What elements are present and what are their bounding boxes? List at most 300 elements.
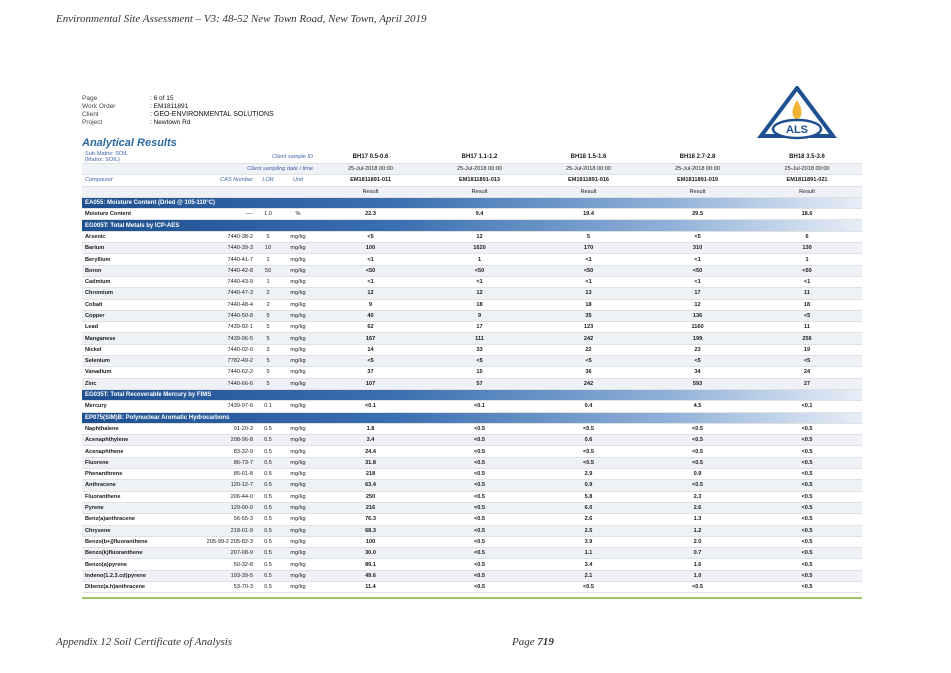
result-value: <0.5	[752, 525, 862, 536]
cas-number: 7440-66-6	[202, 378, 256, 389]
result-value: <0.5	[534, 423, 643, 434]
client-sample-id-label: Client sample ID	[256, 151, 316, 164]
result-value: 2.6	[643, 502, 752, 513]
page-label: Page	[512, 636, 535, 648]
lor-value: 5	[256, 310, 280, 321]
cas-number: 193-39-5	[202, 570, 256, 581]
result-value: <0.5	[752, 423, 862, 434]
table-row	[82, 231, 862, 242]
unit-value: mg/kg	[280, 367, 316, 378]
result-value: 0.6	[534, 435, 643, 446]
table-row	[82, 378, 862, 389]
sample-id-row	[82, 151, 862, 164]
result-value: 30.0	[316, 548, 425, 559]
result-spacer	[82, 186, 316, 197]
result-value: 36	[534, 367, 643, 378]
table-row	[82, 209, 862, 220]
meta-row	[82, 95, 274, 103]
result-value: <0.5	[752, 536, 862, 547]
unit-value: %	[280, 209, 316, 220]
result-value: <0.1	[316, 401, 425, 412]
result-value: 199	[643, 333, 752, 344]
table-row	[82, 469, 862, 480]
table-row	[82, 299, 862, 310]
compound-name: Indeno(1.2.3.cd)pyrene	[82, 570, 202, 581]
unit-value: mg/kg	[280, 480, 316, 491]
lor-value: 5	[256, 322, 280, 333]
result-value: 2.5	[534, 525, 643, 536]
compound-name: Selenium	[82, 356, 202, 367]
result-value: 167	[316, 333, 425, 344]
cas-number: 7440-41-7	[202, 254, 256, 265]
meta-key: Work Order	[82, 103, 116, 110]
result-value: 9	[316, 299, 425, 310]
result-value: 6	[752, 231, 862, 242]
table-row	[82, 265, 862, 276]
compound-name: Arsenic	[82, 231, 202, 242]
table-row	[82, 276, 862, 287]
result-value: 11.4	[316, 581, 425, 592]
sample-id: BH18 2.7-2.8	[643, 151, 752, 164]
result-value: 2.9	[534, 469, 643, 480]
compound-name: Chrysene	[82, 525, 202, 536]
unit-value: mg/kg	[280, 502, 316, 513]
result-value: <0.5	[752, 457, 862, 468]
compound-name: Benzo(a)pyrene	[82, 559, 202, 570]
compound-name: Manganese	[82, 333, 202, 344]
table-row	[82, 367, 862, 378]
sampling-label: Client sampling date / time	[82, 164, 316, 175]
cas-number: 7440-02-0	[202, 344, 256, 355]
unit-value: mg/kg	[280, 276, 316, 287]
result-value: <0.5	[425, 536, 534, 547]
lor-value: 0.5	[256, 570, 280, 581]
sample-id: BH17 0.5-0.6	[316, 151, 425, 164]
result-value: <50	[534, 265, 643, 276]
result-value: <5	[752, 356, 862, 367]
result-value: <5	[425, 356, 534, 367]
cas-number: 7440-47-3	[202, 288, 256, 299]
result-value: <5	[316, 231, 425, 242]
result-value: <0.5	[425, 469, 534, 480]
result-value: <1	[316, 254, 425, 265]
table-row	[82, 435, 862, 446]
result-value: 4.5	[643, 401, 752, 412]
result-value: <0.5	[752, 514, 862, 525]
result-value: 2.0	[643, 536, 752, 547]
result-value: 242	[534, 333, 643, 344]
lor-header: LOR	[256, 175, 280, 186]
lor-value: 1	[256, 276, 280, 287]
unit-value: mg/kg	[280, 265, 316, 276]
sampling-date-row	[82, 164, 862, 175]
compound-name: Cadmium	[82, 276, 202, 287]
unit-header: Unit	[280, 175, 316, 186]
unit-value: mg/kg	[280, 401, 316, 412]
result-value: <0.5	[752, 559, 862, 570]
result-value: 18	[425, 299, 534, 310]
result-value: 9	[425, 310, 534, 321]
result-value: 89.1	[316, 559, 425, 570]
unit-value: mg/kg	[280, 446, 316, 457]
result-value: 12	[316, 288, 425, 299]
unit-value: mg/kg	[280, 548, 316, 559]
result-value: 68.3	[316, 525, 425, 536]
result-value: 0.7	[643, 548, 752, 559]
section-title: EG005T: Total Metals by ICP-AES	[82, 220, 862, 231]
cas-number: 7440-62-2	[202, 367, 256, 378]
compound-name: Cobalt	[82, 299, 202, 310]
section-title: EG035T: Total Recoverable Mercury by FIMS	[82, 389, 862, 400]
unit-value: mg/kg	[280, 469, 316, 480]
result-value: <0.5	[643, 581, 752, 592]
lor-value: 0.5	[256, 469, 280, 480]
result-value: <0.5	[752, 491, 862, 502]
lor-value: 0.5	[256, 502, 280, 513]
result-value: 136	[643, 310, 752, 321]
meta-key: Page	[82, 95, 98, 102]
table-row	[82, 457, 862, 468]
result-value: 24	[752, 367, 862, 378]
result-value: 1.8	[316, 423, 425, 434]
result-value: <50	[643, 265, 752, 276]
lor-value: 5	[256, 378, 280, 389]
result-value: <5	[643, 356, 752, 367]
result-value: <0.5	[425, 525, 534, 536]
result-value: <5	[316, 356, 425, 367]
result-value: <50	[425, 265, 534, 276]
result-value: <1	[534, 254, 643, 265]
result-value: 18	[534, 299, 643, 310]
result-value: 2.3	[643, 491, 752, 502]
lab-number: EM1811891-011	[316, 175, 425, 186]
result-value: 62	[316, 322, 425, 333]
table-row	[82, 254, 862, 265]
compound-name: Copper	[82, 310, 202, 321]
unit-value: mg/kg	[280, 525, 316, 536]
result-value: 12	[425, 288, 534, 299]
cas-number: 120-12-7	[202, 480, 256, 491]
result-value: 1	[752, 254, 862, 265]
result-value: 9.4	[425, 209, 534, 220]
result-value: 1.6	[643, 559, 752, 570]
result-value: 100	[316, 243, 425, 254]
result-value: <0.5	[534, 446, 643, 457]
table-row	[82, 525, 862, 536]
cas-number: 7440-39-3	[202, 243, 256, 254]
result-value: 5.8	[534, 491, 643, 502]
unit-value: mg/kg	[280, 514, 316, 525]
lor-value: 0.5	[256, 559, 280, 570]
table-row	[82, 514, 862, 525]
meta-key: Client	[82, 111, 99, 118]
cas-number: 7440-38-2	[202, 231, 256, 242]
cas-number: 218-01-9	[202, 525, 256, 536]
lor-value: 2	[256, 344, 280, 355]
unit-value: mg/kg	[280, 243, 316, 254]
result-value: 216	[316, 502, 425, 513]
result-value: 2.6	[534, 514, 643, 525]
cas-number: 50-32-8	[202, 559, 256, 570]
page-title: Analytical Results	[82, 137, 177, 149]
result-value: <5	[752, 310, 862, 321]
report-meta	[82, 95, 274, 127]
unit-value: mg/kg	[280, 333, 316, 344]
unit-value: mg/kg	[280, 322, 316, 333]
cas-number: 91-20-3	[202, 423, 256, 434]
table-row	[82, 243, 862, 254]
result-value: <0.5	[425, 423, 534, 434]
result-value: <5	[643, 231, 752, 242]
cas-number: ----	[202, 209, 256, 220]
sampling-date: 25-Jul-2018 00:00	[534, 164, 643, 175]
result-value: 19	[752, 344, 862, 355]
meta-value: : EM1811891	[150, 103, 189, 110]
compound-header: Compound	[82, 175, 202, 186]
result-value: <0.1	[752, 401, 862, 412]
result-value: <1	[425, 276, 534, 287]
result-value: 17	[425, 322, 534, 333]
result-value: <0.5	[643, 480, 752, 491]
result-value: <0.1	[425, 401, 534, 412]
lor-value: 1.0	[256, 209, 280, 220]
lor-value: 0.5	[256, 480, 280, 491]
table-row	[82, 401, 862, 412]
result-value: 63.4	[316, 480, 425, 491]
result-value: 3.9	[534, 536, 643, 547]
result-value: <0.5	[643, 423, 752, 434]
result-value: 6.0	[534, 502, 643, 513]
result-value: <0.5	[752, 548, 862, 559]
result-value: 13	[534, 288, 643, 299]
cas-number: 7440-42-8	[202, 265, 256, 276]
result-value: <0.5	[752, 435, 862, 446]
compound-name: Benzo(k)fluoranthene	[82, 548, 202, 559]
compound-name: Benz(a)anthracene	[82, 514, 202, 525]
table-row	[82, 446, 862, 457]
section-title: EA055: Moisture Content (Dried @ 105-110°C)	[82, 197, 862, 208]
meta-row	[82, 103, 274, 111]
result-value: 23	[643, 344, 752, 355]
result-value: 242	[534, 378, 643, 389]
result-value: 5	[534, 231, 643, 242]
lab-number: EM1811891-021	[752, 175, 862, 186]
result-value: 1160	[643, 322, 752, 333]
lor-value: 0.5	[256, 514, 280, 525]
compound-name: Nickel	[82, 344, 202, 355]
result-value: 12	[425, 231, 534, 242]
result-value: 15	[425, 367, 534, 378]
result-value: 18.6	[752, 209, 862, 220]
section-header	[82, 412, 862, 423]
compound-name: Barium	[82, 243, 202, 254]
analytical-results-table	[82, 151, 862, 593]
result-value: <0.5	[643, 435, 752, 446]
result-value: 1.1	[534, 548, 643, 559]
lor-value: 0.5	[256, 548, 280, 559]
lor-value: 0.5	[256, 435, 280, 446]
cas-number: 86-73-7	[202, 457, 256, 468]
result-value: <0.5	[752, 581, 862, 592]
cas-number: 7782-49-2	[202, 356, 256, 367]
result-value: <0.5	[425, 502, 534, 513]
result-value: 111	[425, 333, 534, 344]
result-value: 1620	[425, 243, 534, 254]
result-value: 33	[425, 344, 534, 355]
lor-value: 0.5	[256, 446, 280, 457]
result-value: 40	[316, 310, 425, 321]
result-value: <50	[752, 265, 862, 276]
lor-value: 2	[256, 299, 280, 310]
compound-name: Moisture Content	[82, 209, 202, 220]
result-value: 218	[316, 469, 425, 480]
result-value: <0.5	[752, 570, 862, 581]
result-value: <0.5	[752, 469, 862, 480]
result-value: <1	[316, 276, 425, 287]
cas-number: 205-99-2 205-82-3	[202, 536, 256, 547]
cas-header: CAS Number	[202, 175, 256, 186]
table-row	[82, 548, 862, 559]
unit-value: mg/kg	[280, 310, 316, 321]
result-value: <0.5	[534, 581, 643, 592]
result-value: <0.5	[425, 581, 534, 592]
result-value: 34	[643, 367, 752, 378]
cas-number: 7440-48-4	[202, 299, 256, 310]
sampling-date: 25-Jul-2018 00:00	[425, 164, 534, 175]
compound-name: Dibenz(a.h)anthracene	[82, 581, 202, 592]
result-value: <1	[752, 276, 862, 287]
result-value: <0.5	[643, 446, 752, 457]
cas-number: 7440-43-9	[202, 276, 256, 287]
result-value: <0.5	[752, 446, 862, 457]
table-row	[82, 322, 862, 333]
lor-value: 5	[256, 333, 280, 344]
submatrix: Sub-Matrix: SOIL	[85, 151, 128, 157]
sample-id: BH18 3.5-3.6	[752, 151, 862, 164]
matrix: (Matrix: SOIL)	[85, 157, 120, 163]
result-value: <1	[643, 254, 752, 265]
result-value: <0.5	[643, 457, 752, 468]
lab-number: EM1811891-016	[534, 175, 643, 186]
result-value: <0.5	[425, 457, 534, 468]
sampling-date: 25-Jul-2018 00:00	[316, 164, 425, 175]
compound-name: Zinc	[82, 378, 202, 389]
table-row	[82, 502, 862, 513]
lab-number: EM1811891-019	[643, 175, 752, 186]
result-value: 310	[643, 243, 752, 254]
table-row	[82, 480, 862, 491]
lor-value: 10	[256, 243, 280, 254]
lor-value: 50	[256, 265, 280, 276]
section-header	[82, 389, 862, 400]
table-row	[82, 356, 862, 367]
table-row	[82, 333, 862, 344]
meta-key: Project	[82, 119, 103, 126]
result-value: <1	[534, 276, 643, 287]
lor-value: 1	[256, 254, 280, 265]
page-number: 719	[537, 636, 554, 648]
result-header: Result	[534, 186, 643, 197]
unit-value: mg/kg	[280, 231, 316, 242]
lor-value: 0.5	[256, 457, 280, 468]
cas-number: 207-08-9	[202, 548, 256, 559]
meta-value: : 6 of 15	[150, 95, 174, 102]
result-header-row	[82, 186, 862, 197]
cas-number: 83-32-9	[202, 446, 256, 457]
result-value: <0.5	[752, 480, 862, 491]
submatrix-label	[82, 151, 256, 164]
result-header: Result	[643, 186, 752, 197]
als-logo	[757, 86, 837, 142]
compound-name: Beryllium	[82, 254, 202, 265]
result-value: <0.5	[425, 480, 534, 491]
compound-name: Mercury	[82, 401, 202, 412]
compound-name: Naphthalene	[82, 423, 202, 434]
unit-value: mg/kg	[280, 344, 316, 355]
cas-number: 85-01-8	[202, 469, 256, 480]
cas-number: 7439-92-1	[202, 322, 256, 333]
result-value: 107	[316, 378, 425, 389]
table-row	[82, 536, 862, 547]
cas-number: 7440-50-8	[202, 310, 256, 321]
compound-name: Fluoranthene	[82, 491, 202, 502]
cas-number: 7439-96-5	[202, 333, 256, 344]
cas-number: 56-55-3	[202, 514, 256, 525]
section-header	[82, 197, 862, 208]
footer-left: Appendix 12 Soil Certificate of Analysis	[56, 636, 233, 648]
cas-number: 7439-97-6	[202, 401, 256, 412]
result-value: 123	[534, 322, 643, 333]
result-value: 1.2	[643, 525, 752, 536]
table-row	[82, 344, 862, 355]
lor-value: 0.5	[256, 525, 280, 536]
section-title: EP075(SIM)B: Polynuclear Aromatic Hydrocarbons	[82, 412, 862, 423]
result-value: 57	[425, 378, 534, 389]
table-row	[82, 423, 862, 434]
result-value: 593	[643, 378, 752, 389]
footer-page	[512, 636, 554, 648]
result-value: 27	[752, 378, 862, 389]
compound-name: Fluorene	[82, 457, 202, 468]
table-row	[82, 288, 862, 299]
result-value: 250	[316, 491, 425, 502]
compound-name: Phenanthrene	[82, 469, 202, 480]
result-value: 3.4	[534, 559, 643, 570]
lor-value: 5	[256, 231, 280, 242]
result-value: 19.4	[534, 209, 643, 220]
result-value: <0.5	[425, 548, 534, 559]
result-value: 1.0	[643, 570, 752, 581]
result-value: <0.5	[425, 435, 534, 446]
result-value: 17	[643, 288, 752, 299]
result-header: Result	[316, 186, 425, 197]
footer-rule	[82, 597, 862, 599]
compound-name: Benzo(b+j)fluoranthene	[82, 536, 202, 547]
result-value: 2.1	[534, 570, 643, 581]
result-value: 31.8	[316, 457, 425, 468]
cas-number: 208-96-8	[202, 435, 256, 446]
result-value: 11	[752, 322, 862, 333]
result-value: 170	[534, 243, 643, 254]
result-value: 0.9	[643, 469, 752, 480]
result-value: 22.3	[316, 209, 425, 220]
sampling-date: 25-Jul-2018 00:00	[752, 164, 862, 175]
lab-number: EM1811891-013	[425, 175, 534, 186]
compound-name: Vanadium	[82, 367, 202, 378]
column-header-row	[82, 175, 862, 186]
result-value: <1	[643, 276, 752, 287]
sample-id: BH18 1.5-1.6	[534, 151, 643, 164]
